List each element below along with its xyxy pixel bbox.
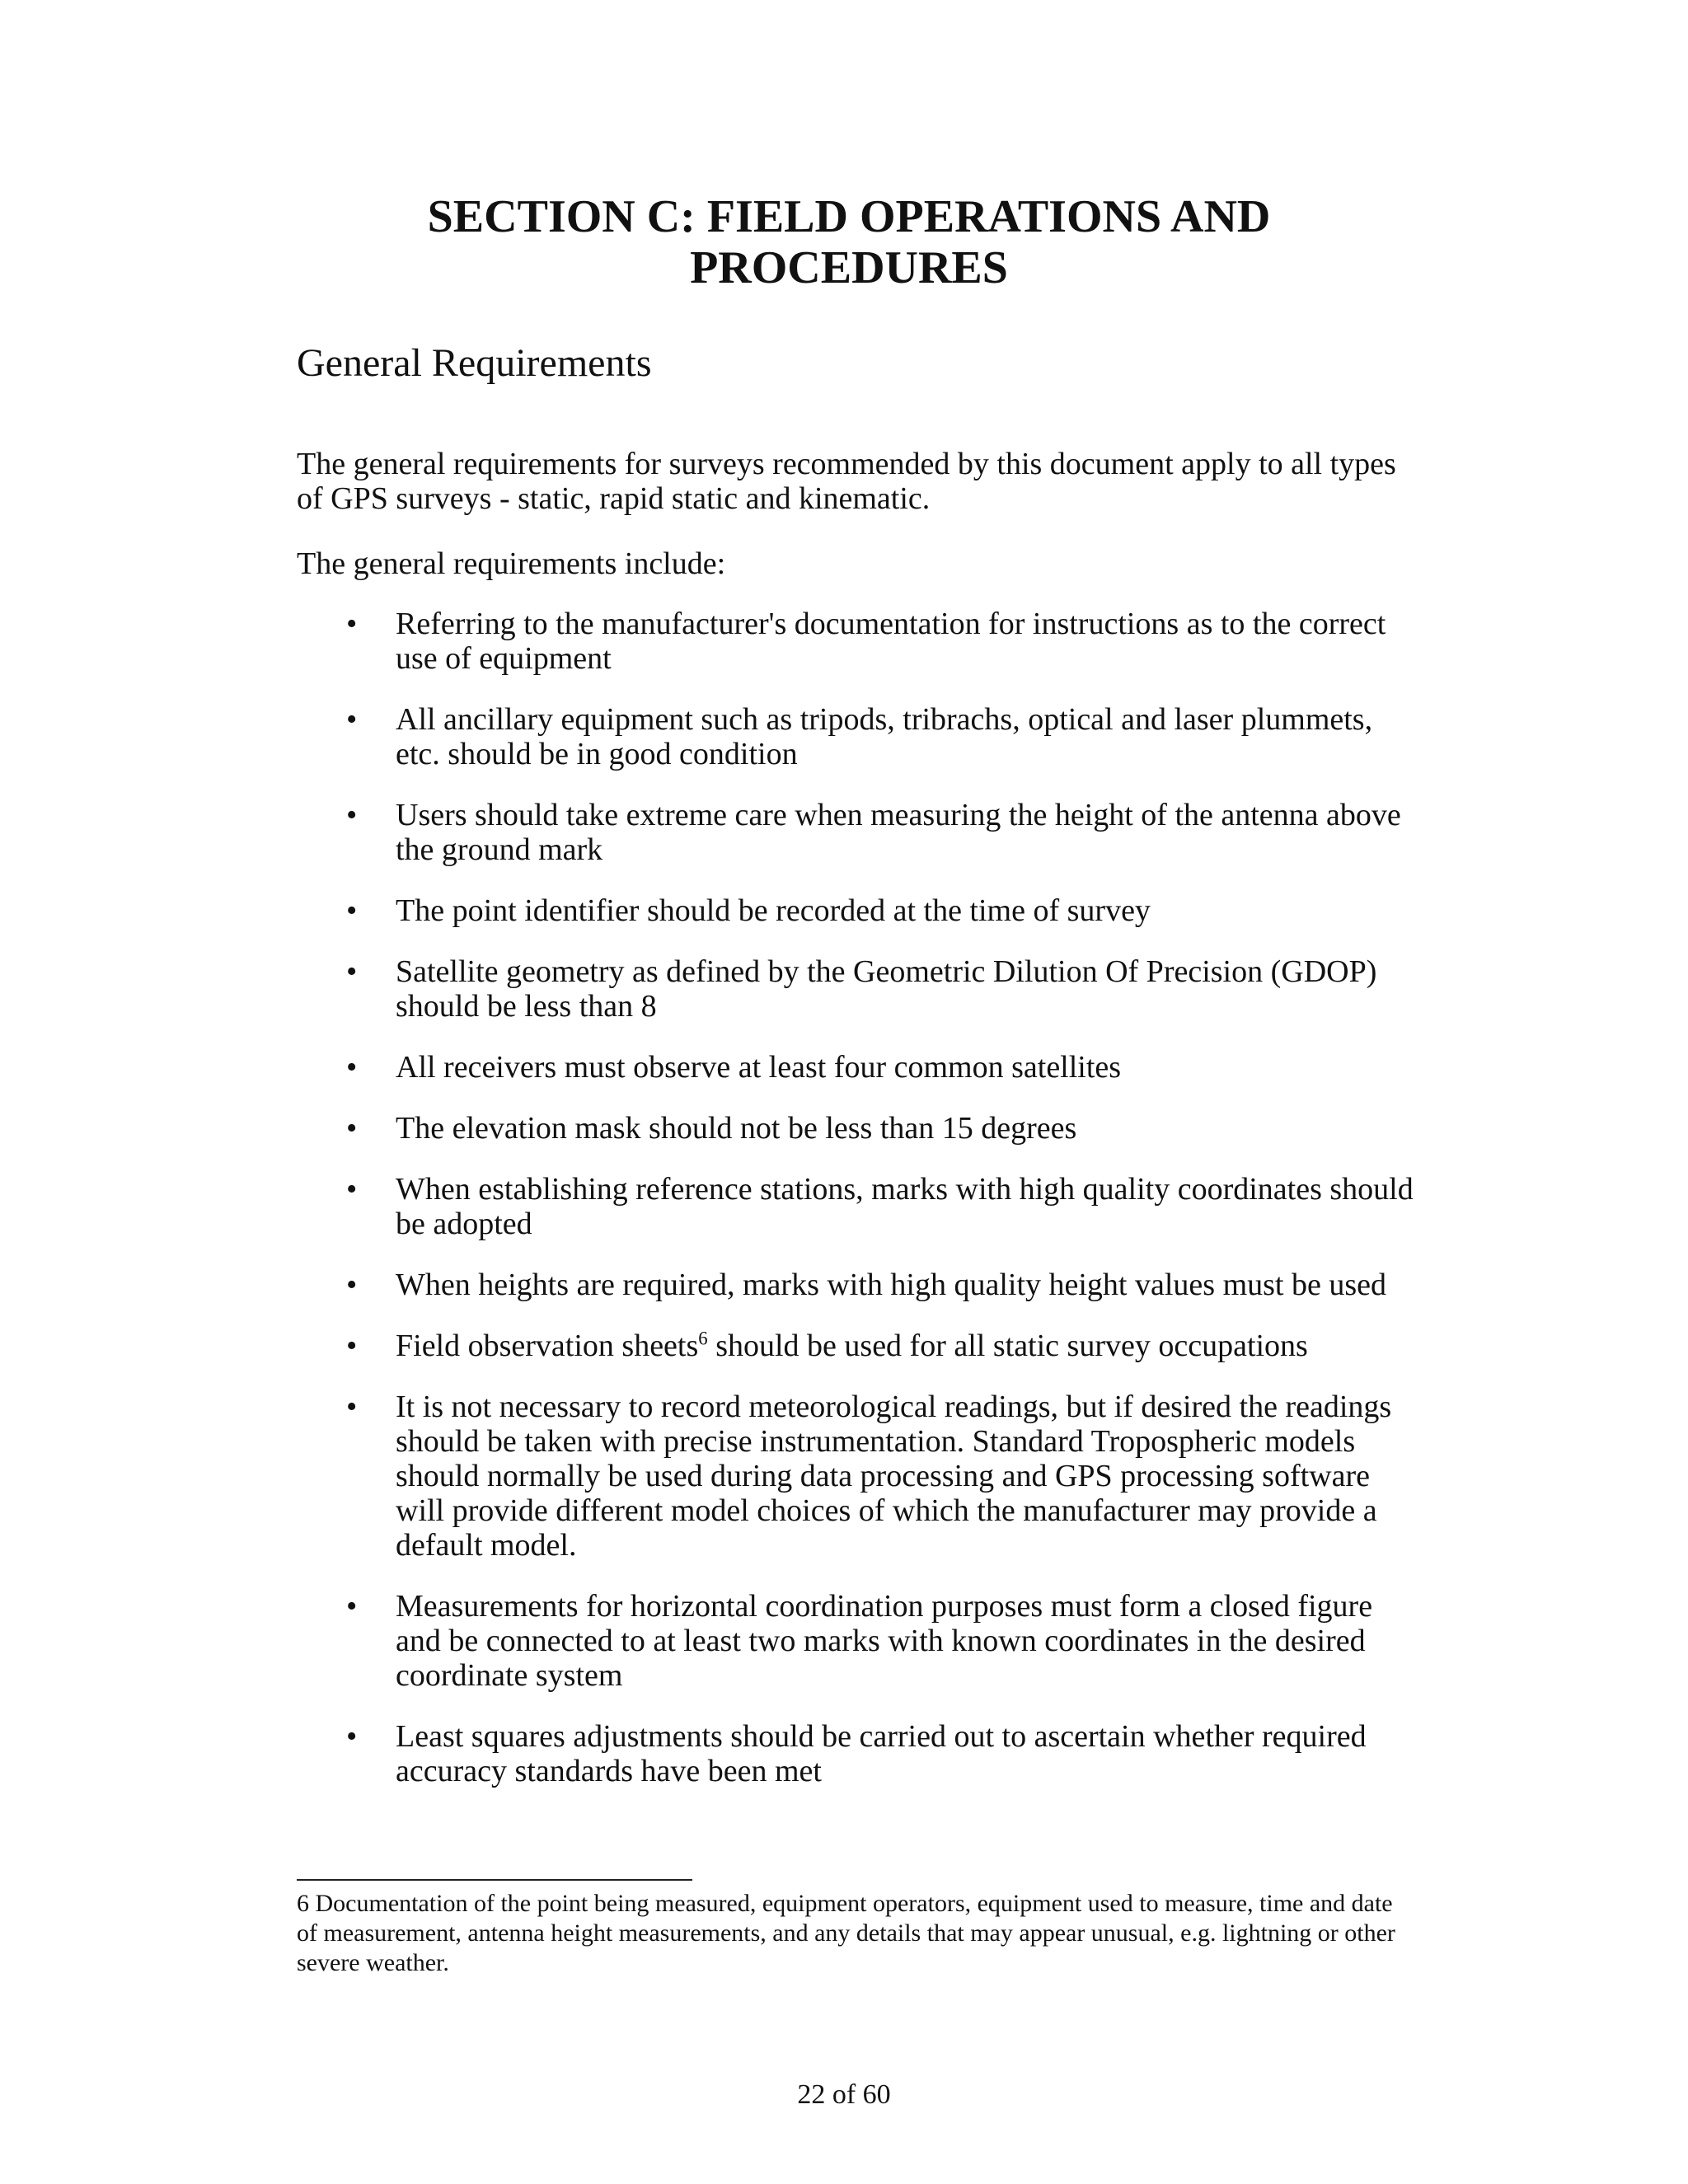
bullet-icon: •	[346, 1268, 358, 1302]
list-item	[297, 1589, 1418, 1693]
bullet-icon: •	[346, 954, 358, 989]
section-title-line1: SECTION C: FIELD OPERATIONS AND	[427, 191, 1271, 242]
footnote-text: 6 Documentation of the point being measured, equipment operators, equipment used to measure, time and date of measurement, antenna height measurements, and any details that may appear unusual, e.g. lightning or other severe weather.	[297, 1890, 1395, 1976]
list-item-text: The point identifier should be recorded at the time of survey	[396, 893, 1151, 928]
bullet-icon: •	[346, 1329, 358, 1363]
list-item-text-after: should be used for all static survey occupations	[707, 1329, 1308, 1363]
list-item	[297, 1719, 1418, 1788]
list-item-text: Least squares adjustments should be carried out to ascertain whether required accuracy standards have been met	[396, 1719, 1367, 1788]
list-item-text: When establishing reference stations, marks with high quality coordinates should be adopted	[396, 1172, 1414, 1241]
list-item-text: The elevation mask should not be less than 15 degrees	[396, 1111, 1077, 1146]
list-item	[297, 607, 1418, 676]
list-intro: The general requirements include:	[297, 546, 726, 581]
list-item	[297, 1050, 1418, 1085]
footnote-reference[interactable]: 6	[698, 1328, 708, 1349]
section-title-line2: PROCEDURES	[690, 242, 1008, 293]
bullet-icon: •	[346, 702, 358, 737]
list-item-text: It is not necessary to record meteorological readings, but if desired the readings should be taken with precise instrumentation. Standard Tropospheric models should normally be used during data processing and GPS processing software will provide different model choices of which the manufacturer may provide a default model.	[396, 1390, 1392, 1563]
list-item	[297, 702, 1418, 771]
list-item-text: When heights are required, marks with high quality height values must be used	[396, 1268, 1386, 1302]
bullet-icon: •	[346, 607, 358, 641]
list-item	[297, 1390, 1418, 1563]
bullet-icon: •	[346, 1589, 358, 1624]
list-item-text: All receivers must observe at least four common satellites	[396, 1050, 1122, 1085]
section-title	[297, 191, 1401, 293]
list-item-text: Users should take extreme care when measuring the height of the antenna above the ground mark	[396, 798, 1401, 867]
requirements-list	[297, 607, 1418, 1815]
list-item-text: All ancillary equipment such as tripods, tribrachs, optical and laser plummets, etc. should be in good condition	[396, 702, 1373, 771]
footnote-divider	[297, 1879, 692, 1881]
list-item-text	[396, 1329, 1308, 1363]
bullet-icon: •	[346, 798, 358, 832]
list-item	[297, 954, 1418, 1024]
list-item-text: Satellite geometry as defined by the Geometric Dilution Of Precision (GDOP) should be less than 8	[396, 954, 1377, 1024]
page-number: 22 of 60	[797, 2079, 891, 2110]
list-item	[297, 1172, 1418, 1241]
bullet-icon: •	[346, 1111, 358, 1146]
list-item	[297, 1111, 1418, 1146]
bullet-icon: •	[346, 893, 358, 928]
list-item	[297, 798, 1418, 867]
list-item-text-before: Field observation sheets	[396, 1329, 699, 1363]
list-item-text: Referring to the manufacturer's documentation for instructions as to the correct use of equipment	[396, 607, 1386, 676]
list-item	[297, 1268, 1418, 1302]
bullet-icon: •	[346, 1719, 358, 1754]
list-item	[297, 1329, 1418, 1363]
bullet-icon: •	[346, 1172, 358, 1207]
list-item-text: Measurements for horizontal coordination purposes must form a closed figure and be connected to at least two marks with known coordinates in the desired coordinate system	[396, 1589, 1373, 1693]
bullet-icon: •	[346, 1050, 358, 1085]
subheading-general-requirements: General Requirements	[297, 341, 652, 385]
list-item	[297, 893, 1418, 928]
intro-paragraph: The general requirements for surveys recommended by this document apply to all types of GPS surveys - static, rapid static and kinematic.	[297, 447, 1396, 516]
bullet-icon: •	[346, 1390, 358, 1424]
